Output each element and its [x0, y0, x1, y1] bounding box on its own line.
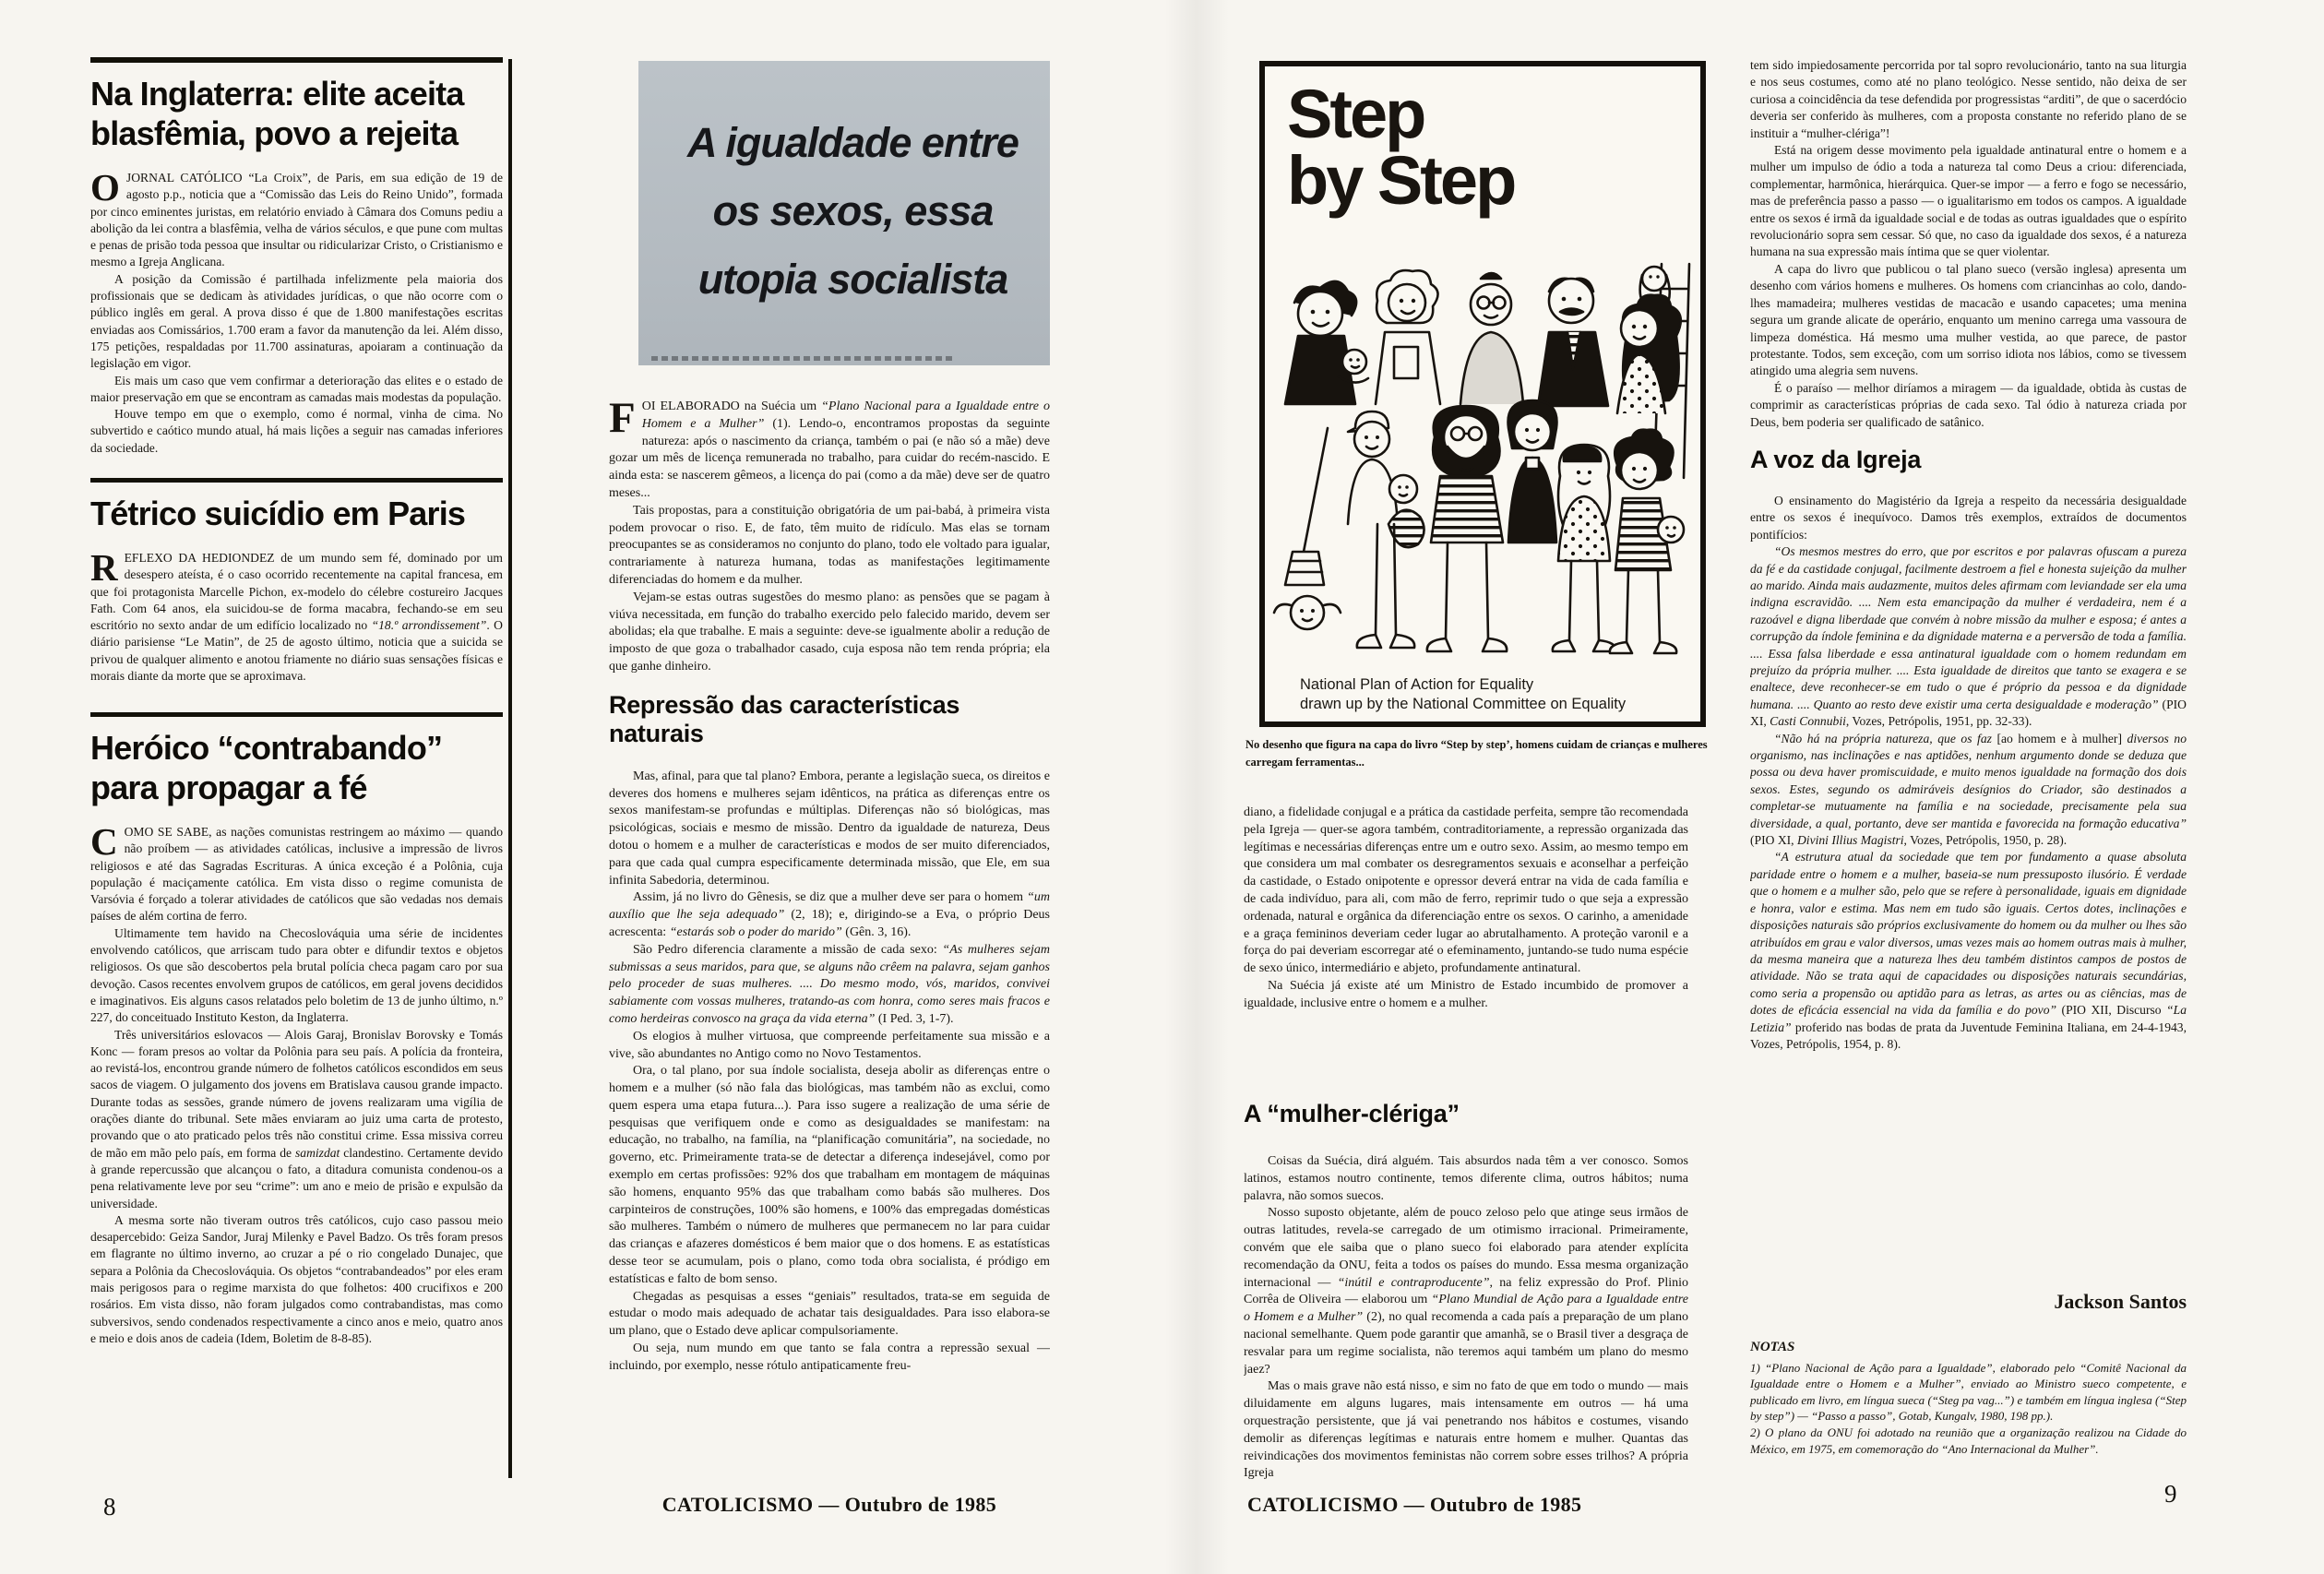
body-paragraph: Chegadas as pesquisas a esses “geniais” resultados, trata-se em seguida de estudar o modo mais adequado de achatar tais desigualdades. Para isso elabora-se um plano, que o Estado deve aplicar compulsoriamente. [609, 1289, 1050, 1339]
body-paragraph: Ou seja, num mundo em que tanto se fala contra a repressão sexual — incluindo, por exemplo, nesse rótulo antipaticamente freu- [609, 1341, 1050, 1373]
page-number-right: 9 [2164, 1480, 2177, 1508]
footer-left: CATOLICISMO — Outubro de 1985 [661, 1493, 997, 1516]
headline-line: os sexos, essa [712, 187, 994, 234]
article-top-rule [90, 57, 503, 63]
body-paragraph: diano, a fidelidade conjugal e a prática da castidade perfeita, sempre tão recomendada pela Igreja — quer-se agora também, contraditoriamente, a repressão organizada das legítimas e necessárias diferenças entre um e outro sexo. Assim, ao mesmo tempo em que considera um mal combater os desregramentos sexuais e aconselhar a perfeição da castidade, o Estado onipotente e opressor deverá entrar na vida de cada família e de cada indivíduo, para ali, com mão de ferro, reprimir tudo o que seja a expressão ordenada, natural e orgânica da diferenciação entre os sexos. O carinho, a amenidade e a graça femininos deveriam ceder lugar ao abrutalhamento. A proteção varonil e a força do pai deveriam escorregar até o efeminamento, juntando-se tudo numa espécie de sexo único, intermediário e abjeto, profundamente antinatural. [1244, 805, 1688, 976]
illustration-caption [1245, 736, 1748, 771]
title-line: Na Inglaterra: elite aceita [90, 75, 464, 113]
footer-right: CATOLICISMO — Outubro de 1985 [1247, 1493, 1582, 1516]
section-title-voz-da-igreja: A voz da Igreja [1750, 445, 1922, 473]
author-byline: Jackson Santos [2054, 1290, 2187, 1313]
quote-paragraph: “A estrutura atual da sociedade que tem por fundamento a quase absoluta paridade entre o homem e a mulher, baseia-se num pressuposto ilusório. É verdade que o homem e a mulher são, pelo que se refere à personalidade, iguais em dignidade e honra, valor e estima. Mas nem em tudo são iguais. Certos dotes, inclinações e disposições naturais são próprios exclusivamente do homem ou da mulher ou lhes são atribuídos em grau e valor diversos, umas vezes mais ao homem outras mais à mulher, da mesma maneira que a natureza lhes deu também distintos campos de postos de atividade. Não se trata aqui de capacidades ou disposições naturais secundárias, como seria a propensão ou aptidão para as letras, as artes ou as ciências, mas de dotes de eficácia essencial na vida da família e do povo” (PIO XII, Discurso “La Letizia” proferido nas bodas de prata da Juventude Feminina Italiana, em 24-4-1943, Vozes, Petrópolis, 1954, p. 8). [1750, 850, 2187, 1051]
body-paragraph: Ora, o tal plano, por sua índole socialista, deseja abolir as diferenças entre o homem e a mulher (só não fala das biológicas, mas também não as exclui, como quem espera uma etapa futura...). Para isso sugere a realização de uma série de pesquisas que verifiquem onde e como as desigualdades se manifestam: na educação, no trabalho, na família, na “planificação comunitária”, na sociedade, no governo, etc. Primeiramente trata-se de detectar a diferença indesejável, como por exemplo em certas profissões: 92% dos que trabalham em montagem de máquinas são homens, enquanto 95% das que trabalham como babás são mulheres. Dos carpinteiros de construções, 100% são homens, e 100% das empregadas domésticas são mulheres. Também o número de mulheres que permanecem no lar para cuidar das crianças e afazeres domésticos é bem maior que o dos homens. E as estatísticas desse teor se acumulam, pois o plano, como toda obra socialista, é pródigo em estatísticas e falto de bom senso. [609, 1064, 1050, 1286]
article-divider-rule [90, 712, 503, 717]
headline-line: utopia socialista [697, 256, 1008, 303]
body-paragraph: COMO SE SABE, as nações comunistas restringem ao máximo — quando não proíbem — as atividades católicas, inclusive a impressão de livros religiosos e até das Sagradas Escrituras. A única exceção é a Polônia, cuja população é maciçamente católica. Em vista disso o regime comunista de Varsóvia é forçado a tolerar atividades de católicos que são vedadas nos demais países de além cortina de ferro. [90, 820, 503, 924]
dropcap: R [90, 546, 118, 589]
body-paragraph: A capa do livro que publicou o tal plano sueco (versão inglesa) apresenta um desenho com vários homens e mulheres. Os homens com criancinhas ao colo, dando-lhes mamadeira; mulheres vestidas de macacão e usando capacetes; uma menina segura um grande alicate de operário, enquanto um menino carrega uma vassoura de limpeza doméstica. Há mesmo uma mulher vestida, ao que parece, de pastor protestante. Todos, sem exceção, com um sorriso idiota nos lábios, como se tivessem atingido uma alegria sem nuvens. [1750, 261, 2187, 378]
plan-subtitle [1300, 675, 1626, 714]
dropcap: O [90, 166, 120, 209]
caption-line: carregam ferramentas... [1245, 756, 1365, 769]
body-paragraph: Três universitários eslovacos — Alois Garaj, Bronislav Borovsky e Tomás Konc — foram presos ao voltar da Polônia para seu país. A polícia da fronteira, ao revistá-los, encontrou grande número de folhetos católicos escondidos em seus sacos de viagem. O julgamento dos jovens em Bratislava causou grande impacto. Durante todas as sessões, grande número de jovens realizaram uma vigília de orações diante do tribunal. Sete mães enviaram ao juiz uma carta de protesto, provando que o ato praticado pelos três não constitui crime. Essa missiva correu de mão em mão pelo país, em forma de samizdat clandestino. Certamente devido à grande repercussão que alcançou o fato, a ditadura comunista condenou-os a pena relativamente leve por seu “crime”: um ano e meio de prisão e expulsão da universidade. [90, 1027, 503, 1210]
body-paragraph: OJORNAL CATÓLICO “La Croix”, de Paris, em sua edição de 19 de agosto p.p., noticia que a “Comissão das Leis do Reino Unido”, formada por cinco eminentes juristas, em relatório enviado à Câmara dos Comuns pediu a abolição da lei contra a blasfêmia, velha de vários séculos, e que pune com multas e penas de prisão toda pessoa que insultar ou ridicularizar Cristo, o Cristianismo e mesmo a Igreja Anglicana. [90, 166, 503, 269]
quote-paragraph: “Os mesmos mestres do erro, que por escritos e por palavras ofuscam a pureza da fé e da castidade conjugal, facilmente destroem a fiel e honesta sujeição da mulher ao marido. Ainda mais audazmente, muitos deles afirmam com leviandade ser ela uma indigna escravidão. .... Nem esta emancipação da mulher é verdadeira, nem é a razoável e digna liberdade que convém à nobre missão da mulher e esposa; é antes a corrupção da índole feminina e da dignidade materna e a perversão de toda a família. .... Essa falsa liberdade e essa antinatural igualdade com o homem redundam em prejuízo da própria mulher. .... Esta igualdade de direitos que tanto se exagera e se enaltece, deve reconhecer-se em tudo o que é próprio da pessoa e da dignidade humana. .... Quanto ao resto deve existir uma certa desigualdade e moderação” (PIO XI, Casti Connubii, Vozes, Petrópolis, 1951, pp. 32-33). [1750, 544, 2187, 729]
body-paragraph: Vejam-se estas outras sugestões do mesmo plano: as pensões que se pagam à viúva necessitada, em função do trabalho exercido pelo falecido marido, devem ser abolidas; ela que trabalhe. E mais a seguinte: deve-se igualmente abolir a redução de imposto de que goza o trabalhador casado, cuja esposa não tem renda própria; ela que ganhe dinheiro. [609, 590, 1050, 674]
body-paragraph: O ensinamento do Magistério da Igreja a respeito da necessária desigualdade entre os sexos é inequívoco. Damos três exemplos, extraídos de documentos pontifícios: [1750, 493, 2187, 542]
plan-line: drawn up by the National Committee on Equality [1300, 696, 1627, 712]
body-paragraph: Os elogios à mulher virtuosa, que compreende perfeitamente sua missão e a vive, são abundantes no Antigo como no Novo Testamentos. [609, 1029, 1050, 1061]
dropcap: C [90, 820, 118, 863]
body-paragraph: Ultimamente tem havido na Checoslováquia uma série de incidentes envolvendo católicos, que arriscam tudo para obter e difundir textos e objetos religiosos. Os que são descobertos pela brutal polícia checa pagam caro por sua devoção. Casos recentes envolvem grupos de católicos, em geral jovens decididos e imaginativos. Eis alguns casos relatados pelo boletim de 13 de junho último, n.º 227, do conceituado Instituto Keston, da Inglaterra. [90, 925, 503, 1025]
footnote: 2) O plano da ONU foi adotado na reunião que a organização realizou na Cidade do México, em 1975, em comemoração do “Ano Internacional da Mulher”. [1750, 1425, 2187, 1456]
body-paragraph: Assim, já no livro do Gênesis, se diz que a mulher deve ser para o homem “um auxílio que lhe seja adequado” (2, 18); e, dirigindo-se a Eva, o próprio Deus acrescenta: “estarás sob o poder do marido” (Gên. 3, 16). [609, 890, 1050, 939]
body-paragraph: tem sido impiedosamente percorrida por tal sopro revolucionário, tanto na sua liturgia e nos seus costumes, como até no plano teológico. Nesse sentido, não deixa de ser curiosa a coincidência da tese defendida por progressistas “arditi”, de que o sacerdócio deveria ser conferido às mulheres, com a proposta constante no referido plano de se instituir a “mulher-clériga”! [1750, 58, 2187, 140]
illegible-credit-line [651, 356, 952, 361]
column-divider-rule [508, 59, 512, 1478]
body-paragraph: Eis mais um caso que vem confirmar a deterioração das elites e o estado de maior preservação em que se encontram as camadas mais modestas da população. [90, 373, 503, 404]
step-by-step-title [1287, 76, 1515, 219]
article-body [609, 394, 1050, 1376]
article-title [90, 728, 503, 807]
section-title-repressao: Repressão das características naturais [609, 690, 960, 747]
body-paragraph: REFLEXO DA HEDIONDEZ de um mundo sem fé, dominado por um desespero ateísta, é o caso ocorrido recentemente na capital francesa, em que foi protagonista Marcelle Pichon, ex-modelo do célebre costureiro Jacques Fath. Com 64 anos, ela suicidou-se de forma macabra, fechando-se em seu escritório no sexto andar de um edifício localizado no “18.º arrondissement”. O diário parisiense “Le Matin”, de 25 de agosto último, noticia que a suicida se privou de qualquer alimento e anotou friamente no diário suas sensações físicas e morais diante da morte que se aproximava. [90, 546, 503, 684]
body-paragraph: É o paraíso — melhor diríamos a miragem — da igualdade, obtida às custas de comprimir as características próprias de cada sexo. Tal ódio à natureza criada por Deus, bem poderia ser qualificado de satânico. [1750, 380, 2187, 429]
body-paragraph: A posição da Comissão é partilhada infelizmente pela maioria dos profissionais que se dedicam às atividades jurídicas, o que não ocorre com o público inglês em geral. A prova disso é que de 1.800 manifestações escritas enviadas aos Comissários, 1.700 eram a favor da manutenção da lei. Além disso, 175 petições, respaldadas por 11.700 assinaturas, apoiaram a continuação da legislação em vigor. [90, 271, 503, 371]
body-paragraph: Houve tempo em que o exemplo, como é normal, vinha de cima. No subvertido e caótico mundo atual, há mais lições a seguir nas camadas inferiores da sociedade. [90, 407, 503, 455]
body-paragraph: A mesma sorte não tiveram outros três católicos, cujo caso passou meio desapercebido: Geiza Sandor, Juraj Milenky e Pavel Badzo. Os três foram presos em flagrante no último inverno, ao cruzar a pé o rio congelado Dunajec, que separa a Polônia da Checoslováquia. Os objetos “contrabandeados” por eles eram mais perigosos para o regime marxista do que folhetos: 400 crucifixos e 200 rosários. Em vista disso, não foram julgados como contrabandistas, mas como subversivos, sendo condenados respectivamente a cinco anos e meio, quatro anos e meio e dois anos de cadeia (Idem, Boletim de 8-8-85). [90, 1212, 503, 1345]
article-title [90, 494, 503, 533]
page-number-left: 8 [103, 1493, 116, 1520]
body-paragraph: Mas, afinal, para que tal plano? Embora, perante a legislação sueca, os direitos e deveres dos homens e mulheres sejam idênticos, na prática as diferenças entre os sexos manifestam-se profundas e múltiplas. Diferenças não só biológicas, mas psicológicas, sociais e mesmo de missão. Dentro da igualdade de natureza, Deus dotou o homem e a mulher de características e modos de ser muito diferenciados, para que cada qual cumpra especificamente determinada missão, que Ele, em sua infinita Sabedoria, determinou. [609, 769, 1050, 888]
headline-box [638, 61, 1050, 365]
footnotes-title: NOTAS [1750, 1340, 1795, 1354]
page-gutter-shadow [1164, 0, 1229, 1574]
plan-line: National Plan of Action for Equality [1300, 676, 1534, 693]
article-title [90, 74, 503, 153]
article-suicidio [90, 478, 503, 685]
title-line: Tétrico suicídio em Paris [90, 495, 466, 532]
article-divider-rule [90, 478, 503, 483]
footnotes [1750, 1340, 2187, 1457]
title-line: blasfêmia, povo a rejeita [90, 114, 459, 152]
section-body [1244, 1153, 1688, 1482]
article-continuation [1244, 805, 1688, 1013]
body-paragraph: São Pedro diferencia claramente a missão de cada sexo: “As mulheres sejam submissas a seus maridos, para que, se alguns não crêem na palavra, sejam ganhos pelo proceder de suas mulheres. .... Do mesmo modo, vós, maridos, convivei sabiamente com vossas mulheres, tratando-as com honra, como seres mais fracos e como herdeiras convosco na graça da vida eterna” (I Ped. 3, 1-7). [609, 942, 1050, 1026]
body-paragraph: Coisas da Suécia, dirá alguém. Tais absurdos nada têm a ver conosco. Somos latinos, estamos noutro continente, temos diferente clima, outros hábitos; numa palavra, não somos suecos. [1244, 1154, 1688, 1203]
title-line: para propagar a fé [90, 769, 367, 806]
body-paragraph: FOI ELABORADO na Suécia um “Plano Nacional para a Igualdade entre o Homem e a Mulher” (1). Lendo-o, encontramos propostas da seguinte natureza: após o nascimento da criança, também o pai (e não só a mãe) deve gozar um mês de licença remunerada no trabalho, para cuidar do recém-nascido. E ainda esta: se nascerem gêmeos, a licença do pai (como a da mãe) deve ser de quatro meses... [609, 394, 1050, 500]
title-line: by Step [1287, 142, 1515, 219]
body-paragraph: Nosso suposto objetante, além de pouco zeloso pelo que atinge seus irmãos de outras latitudes, revela-se carregado de um otimismo irracional. Primeiramente, convém que ele saiba que o plano sueco foi elaborado para atender explícita recomendação da ONU, feita a todos os países do mundo. Essa mesma organização internacional — “inútil e contraproducente”, na feliz expressão do Prof. Plinio Corrêa de Oliveira — elaborou um “Plano Mundial de Ação para a Igualdade entre o Homem e a Mulher” (2), no qual recomenda a cada país a preparação de um plano nacional semelhante. Quem pode garantir que amanhã, se o Brasil tiver a desgraça de resvalar para um regime socialista, não teremos aqui também um plano do mesmo jaez? [1244, 1206, 1688, 1377]
body-paragraph: Na Suécia já existe até um Ministro de Estado incumbido de promover a igualdade, inclusive entre o homem e a mulher. [1244, 978, 1688, 1010]
section-title-text: A “mulher-clériga” [1244, 1100, 1460, 1127]
dropcap: F [609, 394, 636, 442]
body-paragraph: Mas o mais grave não está nisso, e sim no fato de que em todo o mundo — mais diluidamente em alguns lugares, mais intensamente em outros — há uma orquestração persistente, que já vai penetrando nos hábitos e costumes, visando demolir as diferenças legítimas e naturais entre homem e mulher. Quantas das reivindicações dos movimentos feministas não correm sobre esses trilhos? A própria Igreja [1244, 1379, 1688, 1481]
article-igualdade [609, 61, 1050, 1489]
article-contrabando [90, 712, 503, 1347]
crowd-illustration [1267, 247, 1698, 664]
title-line: Step [1287, 76, 1424, 152]
body-paragraph: Tais propostas, para a constituição obrigatória de um pai-babá, à primeira vista podem provocar o riso. E, de fato, têm muito de ridículo. Mas elas se tornam preocupantes se as consideramos no conjunto do plano, todo ele voltado para igualar, contrariamente à natureza humana, todas as manifestações legitimamente diferenciadas do homem e da mulher. [609, 503, 1050, 587]
caption-line: No desenho que figura na capa do livro “Step by step’, homens cuidam de crianças e mulheres [1245, 738, 1708, 751]
section-title-mulher-cleriga [1244, 1100, 1688, 1128]
right-column [1750, 57, 2187, 1288]
footnote: 1) “Plano Nacional de Ação para a Igualdade”, elaborado pelo “Comitê Nacional da Igualdade entre o Homem e a Mulher”, enviado ao Ministro sueco competente, e publicado em livro, em língua sueca (“Steg pa vag...”) e também em língua inglesa (“Step by step”) — “Passo a passo”, Gotab, Kungalv, 1980, 198 pp.). [1750, 1360, 2187, 1424]
quote-paragraph: “Não há na própria natureza, que os faz [ao homem e à mulher] diversos no organismo, nas inclinações e nas aptidões, nenhum argumento donde se deduza que possa ou deva haver promiscuidade, e muito menos igualdade na formação dos dois sexos. Estes, segundo os admiráveis desígnios do Criador, são destinados a completar-se mutuamente na família e na sociedade, precisamente pela sua diversidade, a qual, portanto, deve ser mantida e favorecida na formação educativa” (PIO XI, Divini Illius Magistri, Vozes, Petrópolis, 1950, p. 28). [1750, 731, 2187, 848]
article-blasfemia [90, 57, 503, 457]
headline-line: A igualdade entre [687, 119, 1019, 166]
body-paragraph: Está na origem desse movimento pela igualdade antinatural entre o homem e a mulher um impulso de ódio a toda a natureza tal como Deus a criou: diferenciada, complementar, harmônica, hierárquica. Quer-se impor — a ferro e fogo se necessário, mas de preferência passo a passo — o igualitarismo em todos os campos. A igualdade entre os sexos é irmã da igualdade social e de todas as outras igualdades que o espírito revolucionário sopra sem cessar. Só que, no caso da igualdade dos sexos, é a natureza humana na sua expressão mais íntima que se quer violentar. [1750, 143, 2187, 259]
book-cover-illustration-frame [1259, 61, 1706, 727]
title-line: Heróico “contrabando” [90, 729, 443, 767]
